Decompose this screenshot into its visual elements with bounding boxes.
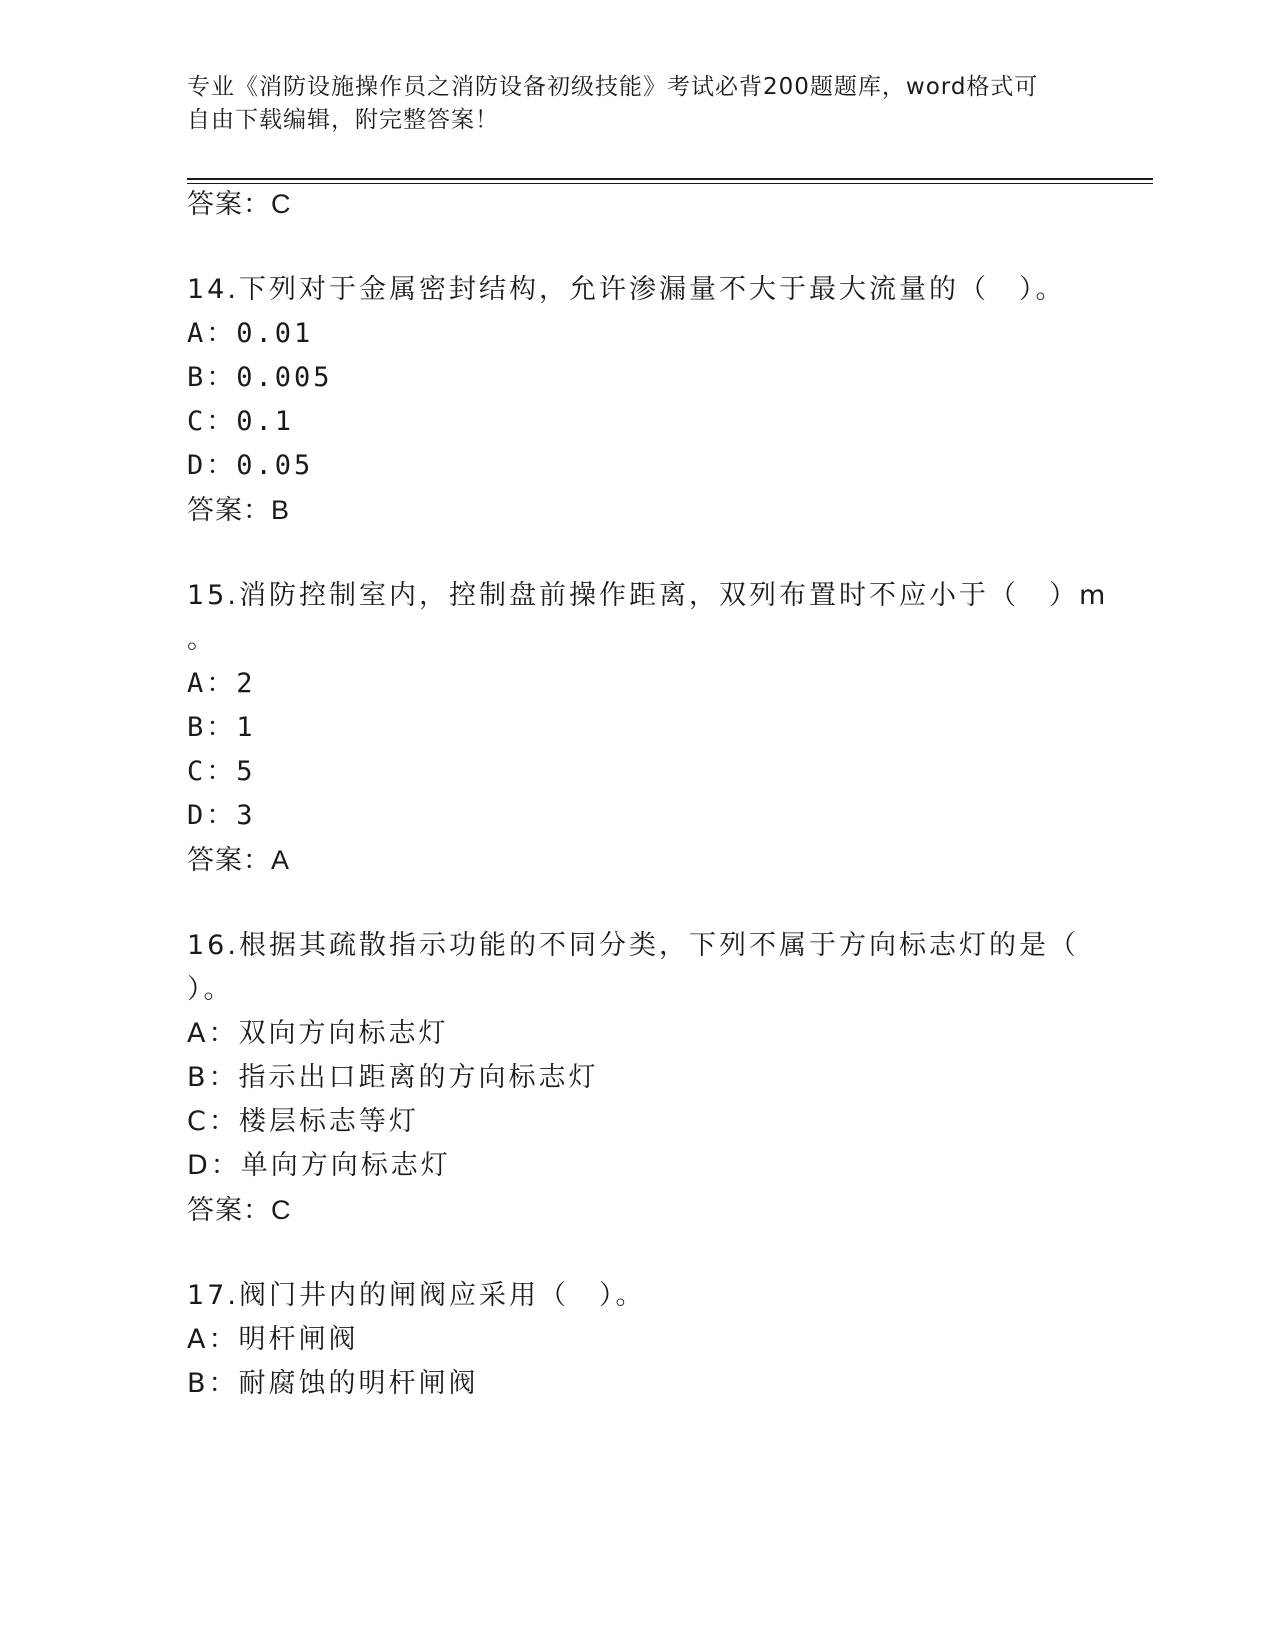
question-16-stem-cont: ）。 <box>187 974 234 1005</box>
question-15-option-b: B：1 <box>187 712 256 743</box>
header-line-2: 自由下载编辑，附完整答案！ <box>187 107 499 133</box>
question-14-option-a: A：0.01 <box>187 318 314 349</box>
header-rule-thick <box>187 178 1153 180</box>
question-14-option-d: D：0.05 <box>187 450 314 481</box>
question-16-option-d: D：单向方向标志灯 <box>187 1150 451 1181</box>
header-line-1: 专业《消防设施操作员之消防设备初级技能》考试必背200题题库，word格式可 <box>187 74 1039 100</box>
question-15-answer: 答案：A <box>187 845 291 875</box>
page-header <box>187 71 1087 137</box>
question-14-stem: 14.下列对于金属密封结构，允许渗漏量不大于最大流量的（ ）。 <box>187 274 1066 305</box>
question-16-option-b: B：指示出口距离的方向标志灯 <box>187 1062 599 1093</box>
question-15-option-a: A：2 <box>187 668 256 699</box>
question-14-option-b: B：0.005 <box>187 362 333 393</box>
question-15-option-c: C：5 <box>187 756 256 787</box>
answer-prev: 答案：C <box>187 189 292 219</box>
question-16-option-c: C：楼层标志等灯 <box>187 1106 419 1137</box>
question-15-option-d: D：3 <box>187 800 256 831</box>
question-17-option-a: A：明杆闸阀 <box>187 1324 359 1355</box>
question-16-answer: 答案：C <box>187 1195 292 1225</box>
question-17-option-b: B：耐腐蚀的明杆闸阀 <box>187 1368 479 1399</box>
question-16-stem: 16.根据其疏散指示功能的不同分类，下列不属于方向标志灯的是（ <box>187 930 1079 961</box>
question-14-answer: 答案：B <box>187 495 291 525</box>
question-17-stem: 17.阀门井内的闸阀应采用（ ）。 <box>187 1280 646 1311</box>
question-15-stem: 15.消防控制室内，控制盘前操作距离，双列布置时不应小于（ ）m <box>187 580 1109 611</box>
question-15-stem-cont: 。 <box>187 624 217 655</box>
header-rule-thin <box>187 183 1153 184</box>
question-16-option-a: A：双向方向标志灯 <box>187 1018 449 1049</box>
question-14-option-c: C：0.1 <box>187 406 295 437</box>
